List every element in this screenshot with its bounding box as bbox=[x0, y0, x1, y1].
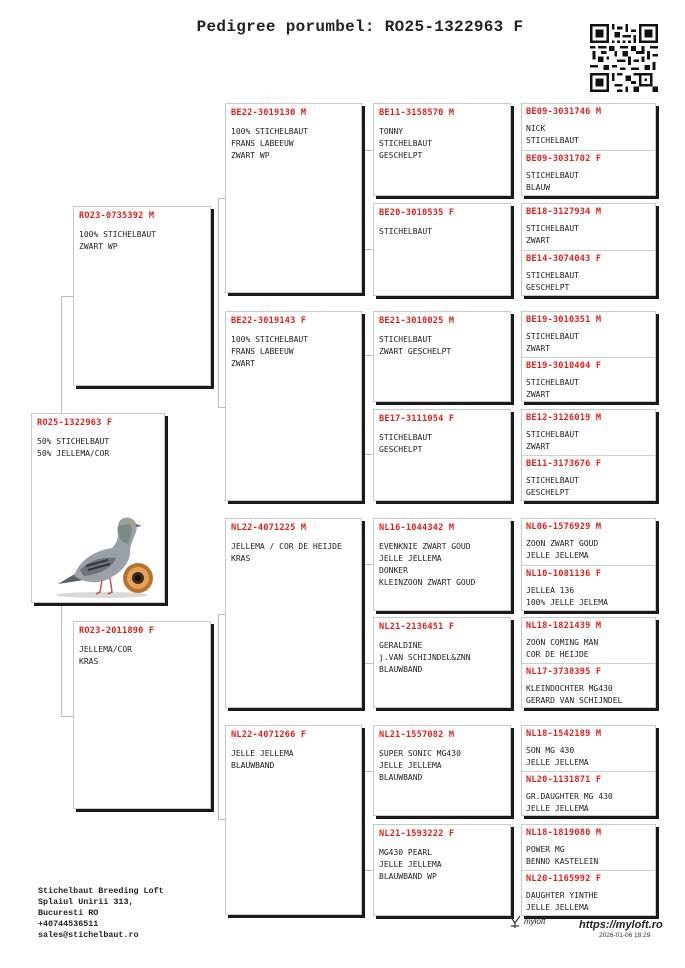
bird-details: NICK STICHELBAUT bbox=[526, 124, 579, 145]
bird-details: STICHELBAUT ZWART GESCHELPT bbox=[379, 335, 452, 356]
gen4-pair-card[interactable] bbox=[521, 203, 656, 296]
myloft-logo: myloft bbox=[524, 917, 546, 926]
dam-card[interactable] bbox=[73, 621, 211, 809]
great-grandparent-card[interactable] bbox=[373, 617, 511, 708]
ancestor-entry[interactable] bbox=[522, 618, 655, 663]
great-grandparent-card[interactable] bbox=[373, 103, 511, 196]
ring-number: BE12-3126019 M bbox=[526, 413, 602, 423]
print-timestamp: 2026-01-06 18:29 bbox=[599, 932, 651, 939]
loft-phone[interactable]: +40744536511 bbox=[38, 919, 99, 929]
grandparent-card[interactable] bbox=[225, 518, 362, 708]
bird-details: 100% STICHELBAUT FRANS LABEEUW ZWART bbox=[231, 335, 309, 368]
ancestor-entry[interactable] bbox=[522, 565, 655, 611]
great-grandparent-card[interactable] bbox=[373, 518, 511, 611]
ring-number: BE14-3074043 F bbox=[526, 253, 602, 264]
ring-number: BE20-3010535 F bbox=[379, 208, 455, 218]
connector-gen3-c bbox=[364, 564, 373, 664]
ring-number: NL20-1165992 F bbox=[526, 874, 602, 884]
ring-number: NL22-4071266 F bbox=[231, 730, 307, 740]
ancestor-entry[interactable] bbox=[522, 726, 655, 771]
gen4-pair-card[interactable] bbox=[521, 409, 656, 501]
ring-number: BE22-3019143 F bbox=[231, 316, 307, 326]
bird-details: STICHELBAUT GESCHELPT bbox=[379, 433, 432, 454]
bird-details: 100% STICHELBAUT ZWART WP bbox=[79, 230, 157, 251]
bird-details: JELLEMA/COR KRAS bbox=[79, 645, 132, 666]
bird-details: POWER MG BENNO KASTELEIN bbox=[526, 845, 599, 866]
website-link[interactable]: https://myloft.ro bbox=[579, 919, 663, 931]
ring-number: NL20-1131871 F bbox=[526, 774, 602, 785]
ancestor-entry[interactable] bbox=[522, 204, 655, 250]
ancestor-entry[interactable] bbox=[522, 312, 655, 357]
loft-street: Splaiul Unirii 313, bbox=[38, 897, 134, 907]
ancestor-entry[interactable] bbox=[522, 870, 655, 915]
ring-number: NL18-1819080 M bbox=[526, 828, 602, 838]
bird-details: STICHELBAUT ZWART bbox=[526, 224, 579, 245]
grandparent-card[interactable] bbox=[225, 725, 362, 915]
bird-details: JELLEA 136 100% JELLE JELEMA bbox=[526, 585, 608, 607]
ancestor-entry[interactable] bbox=[522, 250, 655, 296]
bird-details: JELLEMA / COR DE HEIJDE KRAS bbox=[231, 542, 342, 563]
ring-number: BE18-3127934 M bbox=[526, 207, 602, 217]
bird-details: TONNY STICHELBAUT GESCHELPT bbox=[379, 127, 432, 160]
ring-number: NL22-4071225 M bbox=[231, 523, 307, 533]
myloft-logo-icon bbox=[508, 914, 522, 930]
ring-number: NL18-1821439 M bbox=[526, 621, 602, 631]
connector-gen3-a bbox=[364, 150, 373, 250]
page-title: Pedigree porumbel: RO25-1322963 F bbox=[196, 18, 524, 36]
loft-email[interactable]: sales@stichelbaut.ro bbox=[38, 930, 139, 940]
bird-details: 100% STICHELBAUT FRANS LABEEUW ZWART WP bbox=[231, 127, 309, 160]
bird-details: EVENKNIE ZWART GOUD JELLE JELLEMA DONKER KLEINZOON ZWART GOUD bbox=[379, 542, 476, 587]
connector-gen3-d bbox=[364, 771, 373, 871]
gen4-pair-card[interactable] bbox=[521, 103, 656, 196]
bird-details: STICHELBAUT BLAUW bbox=[526, 170, 579, 192]
ancestor-entry[interactable] bbox=[522, 357, 655, 402]
bird-details: 50% STICHELBAUT 50% JELLEMA/COR bbox=[37, 437, 110, 458]
bird-details: ZOON ZWART GOUD JELLE JELLEMA bbox=[526, 539, 599, 560]
gen4-pair-card[interactable] bbox=[521, 617, 656, 708]
bird-details: MG430 PEARL JELLE JELLEMA BLAUWBAND WP bbox=[379, 848, 442, 881]
gen4-pair-card[interactable] bbox=[521, 725, 656, 816]
ring-number: BE19-3010404 F bbox=[526, 360, 602, 371]
bird-details: STICHELBAUT ZWART bbox=[526, 377, 579, 399]
bird-details: STICHELBAUT GESCHELPT bbox=[526, 476, 579, 497]
loft-contact bbox=[38, 886, 164, 941]
bird-details: JELLE JELLEMA BLAUWBAND bbox=[231, 749, 294, 770]
connector-gen2-a bbox=[218, 198, 225, 408]
ring-number: BE21-3010025 M bbox=[379, 316, 455, 326]
gen4-pair-card[interactable] bbox=[521, 518, 656, 611]
ring-number: RO23-2011890 F bbox=[79, 626, 155, 636]
grandparent-card[interactable] bbox=[225, 311, 362, 501]
bird-details: ZOON COMING MAN COR DE HEIJDE bbox=[526, 638, 599, 659]
bird-details: STICHELBAUT GESCHELPT bbox=[526, 270, 579, 292]
ring-number: BE11-3158570 M bbox=[379, 108, 455, 118]
ring-number: BE09-3031702 F bbox=[526, 153, 602, 164]
bird-details: SUPER SONIC MG430 JELLE JELLEMA BLAUWBAND bbox=[379, 749, 461, 782]
bird-details: SON MG 430 JELLE JELLEMA bbox=[526, 746, 589, 767]
bird-details: GERALDINE j.VAN SCHIJNDEL&ZNN BLAUWBAND bbox=[379, 641, 471, 674]
loft-name: Stichelbaut Breeding Loft bbox=[38, 886, 164, 896]
ring-number: NL10-1081136 F bbox=[526, 568, 602, 579]
ancestor-entry[interactable] bbox=[522, 663, 655, 708]
bird-details: STICHELBAUT bbox=[379, 227, 432, 236]
great-grandparent-card[interactable] bbox=[373, 203, 511, 296]
ring-number: BE11-3173676 F bbox=[526, 459, 602, 469]
pigeon-photo bbox=[50, 514, 156, 602]
ancestor-entry[interactable] bbox=[522, 410, 655, 455]
ring-number: NL06-1576929 M bbox=[526, 522, 602, 532]
ancestor-entry[interactable] bbox=[522, 519, 655, 565]
great-grandparent-card[interactable] bbox=[373, 311, 511, 402]
ring-number: NL21-2136451 F bbox=[379, 622, 455, 632]
bird-details: STICHELBAUT ZWART bbox=[526, 430, 579, 451]
ancestor-entry[interactable] bbox=[522, 825, 655, 870]
great-grandparent-card[interactable] bbox=[373, 824, 511, 916]
bird-details: DAUGHTER YINTHE JELLE JELLEMA bbox=[526, 891, 599, 912]
grandparent-card[interactable] bbox=[225, 103, 362, 293]
ring-number: NL17-3738395 F bbox=[526, 666, 602, 677]
connector-gen3-b bbox=[364, 355, 373, 455]
ring-number: BE17-3111054 F bbox=[379, 414, 455, 424]
ring-number: BE19-3010351 M bbox=[526, 315, 602, 325]
great-grandparent-card[interactable] bbox=[373, 725, 511, 816]
ancestor-entry[interactable] bbox=[522, 150, 655, 196]
ring-number: BE09-3031746 M bbox=[526, 107, 602, 117]
ring-number: RO23-0735392 M bbox=[79, 211, 155, 221]
ring-number: NL18-1542189 M bbox=[526, 729, 602, 739]
ring-number: NL16-1044342 M bbox=[379, 523, 455, 533]
bird-details: STICHELBAUT ZWART bbox=[526, 332, 579, 353]
bird-details: KLEINDOCHTER MG430 GERARD VAN SCHIJNDEL bbox=[526, 683, 623, 705]
qr-code bbox=[590, 24, 658, 92]
connector-gen2-b bbox=[218, 614, 225, 820]
gen4-pair-card[interactable] bbox=[521, 824, 656, 916]
great-grandparent-card[interactable] bbox=[373, 409, 511, 501]
ring-number: NL21-1557082 M bbox=[379, 730, 455, 740]
sire-card[interactable] bbox=[73, 206, 211, 386]
ancestor-entry[interactable] bbox=[522, 455, 655, 500]
ring-number: RO25-1322963 F bbox=[37, 418, 113, 428]
subject-card[interactable] bbox=[31, 413, 165, 603]
bird-details: GR.DAUGHTER MG 430 JELLE JELLEMA bbox=[526, 791, 613, 813]
ring-number: BE22-3019130 M bbox=[231, 108, 307, 118]
ancestor-entry[interactable] bbox=[522, 771, 655, 816]
loft-city: Bucuresti RO bbox=[38, 908, 99, 918]
ancestor-entry[interactable] bbox=[522, 104, 655, 150]
gen4-pair-card[interactable] bbox=[521, 311, 656, 402]
ring-number: NL21-1593222 F bbox=[379, 829, 455, 839]
